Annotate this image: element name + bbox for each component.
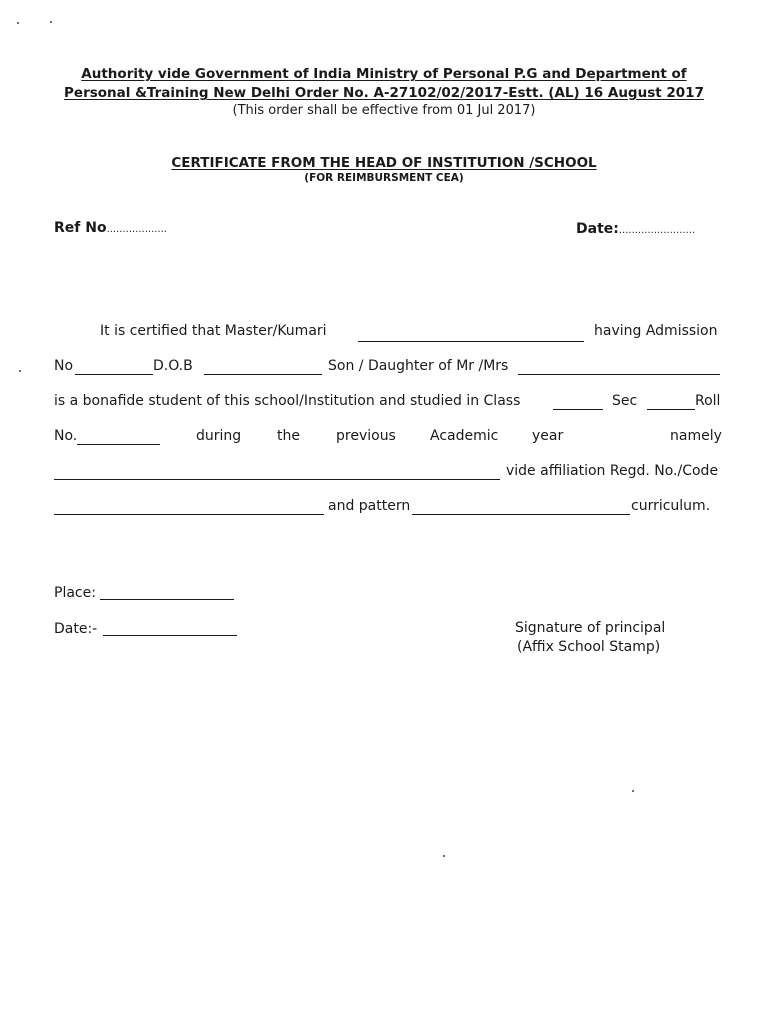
dob-blank[interactable] (204, 373, 322, 375)
body-line-2a: No (54, 358, 74, 374)
body-line-4e: Academic (430, 428, 499, 444)
date-top (576, 221, 695, 237)
section-blank[interactable] (647, 408, 695, 410)
body-line-4b: during (196, 428, 242, 444)
body-line-6a: and pattern (328, 498, 411, 514)
body-line-4g: namely (670, 428, 722, 444)
body-line-4f: year (532, 428, 564, 444)
ref-no-label: Ref No (54, 220, 107, 236)
body-line-6b: curriculum. (631, 498, 711, 514)
effective-note: (This order shall be effective from 01 Jul 2017) (232, 103, 536, 118)
scan-speck (19, 370, 21, 372)
signature-label: Signature of principal (515, 620, 666, 636)
scan-speck (443, 855, 445, 857)
place-label: Place: (54, 585, 96, 601)
pattern-blank[interactable] (412, 513, 630, 515)
body-line-3b: Sec (612, 393, 638, 409)
roll-no-blank[interactable] (77, 443, 160, 445)
date-top-label: Date: (576, 221, 619, 237)
body-line-4c: the (277, 428, 300, 444)
body-line-4d: previous (336, 428, 396, 444)
date-bottom-label: Date:- (54, 621, 98, 637)
student-name-blank[interactable] (358, 340, 584, 342)
body-line-1b: having Admission (594, 323, 718, 339)
class-blank[interactable] (553, 408, 603, 410)
body-line-2c: Son / Daughter of Mr /Mrs (328, 358, 509, 374)
certificate-subtitle: (FOR REIMBURSMENT CEA) (304, 172, 464, 184)
date-top-dots: ........................ (618, 225, 696, 236)
place-blank[interactable] (100, 598, 234, 600)
date-bottom-blank[interactable] (103, 634, 237, 636)
certificate-title: CERTIFICATE FROM THE HEAD OF INSTITUTION /SCHOOL (171, 155, 597, 171)
scan-speck (17, 22, 19, 24)
parent-name-blank[interactable] (518, 373, 720, 375)
admission-no-blank[interactable] (75, 373, 153, 375)
body-line-5a: vide affiliation Regd. No./Code (506, 463, 719, 479)
school-name-blank[interactable] (54, 478, 500, 480)
scan-speck (50, 21, 52, 23)
ref-no (54, 220, 167, 236)
body-line-1a: It is certified that Master/Kumari (100, 323, 327, 339)
body-line-3a: is a bonafide student of this school/Institution and studied in Class (54, 393, 521, 409)
body-line-4a: No. (54, 428, 78, 444)
authority-line-1: Authority vide Government of India Ministry of Personal P.G and Department of (81, 66, 687, 82)
authority-line-2: Personal &Training New Delhi Order No. A-27102/02/2017-Estt. (AL) 16 August 2017 (64, 85, 704, 101)
stamp-label: (Affix School Stamp) (517, 639, 661, 655)
body-line-2b: D.O.B (153, 358, 193, 374)
ref-no-dots: ................... (106, 224, 167, 235)
body-line-3c: Roll (695, 393, 721, 409)
scan-speck (632, 790, 634, 792)
affiliation-code-blank[interactable] (54, 513, 324, 515)
